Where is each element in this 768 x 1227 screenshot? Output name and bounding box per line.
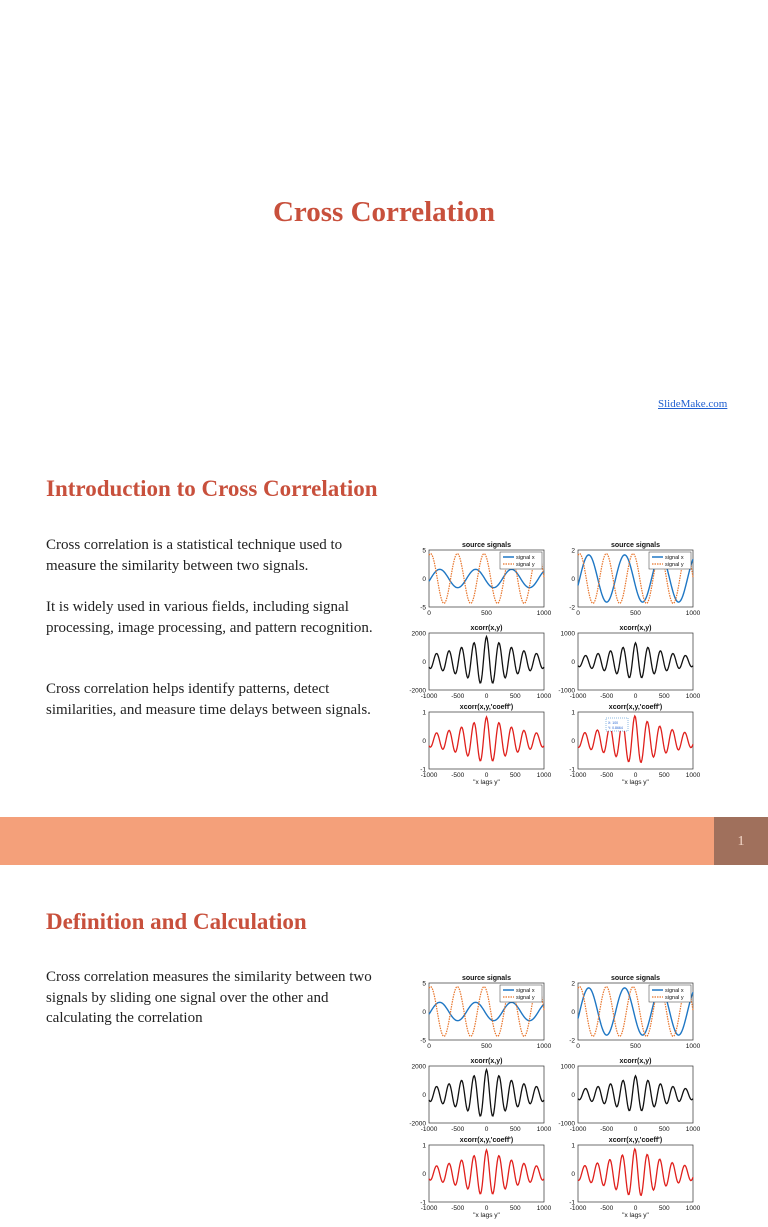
y-tick-label: 0 (422, 1171, 426, 1178)
data-tip-x: X: 100 (608, 721, 619, 725)
y-tick-label: -1000 (558, 687, 575, 695)
x-axis-label: "x lags y" (473, 779, 500, 786)
x-tick-label: 500 (509, 693, 521, 700)
x-axis-label: "x lags y" (473, 1212, 500, 1219)
axes-title: source signals (461, 542, 512, 549)
axes-title: xcorr(x,y,'coeff') (608, 704, 663, 711)
x-tick-label: 500 (658, 772, 670, 779)
slidemake-link[interactable]: SlideMake.com (658, 398, 728, 410)
x-tick-label: 500 (630, 1043, 641, 1050)
x-tick-label: 0 (484, 693, 489, 700)
slide-title: Cross Correlation (272, 196, 496, 228)
y-tick-label: 1000 (560, 630, 575, 638)
legend-label: signal y (665, 562, 684, 568)
y-tick-label: 0 (422, 738, 426, 745)
xcorr-panel (409, 1058, 551, 1133)
x-tick-label: 1000 (536, 772, 552, 779)
coeff-panel (420, 704, 551, 786)
legend-label: signal x (516, 555, 535, 561)
x-tick-label: 500 (481, 610, 492, 617)
y-tick-label: -2000 (409, 1120, 426, 1128)
x-tick-label: 500 (509, 772, 521, 779)
x-tick-label: -500 (600, 1205, 614, 1212)
x-tick-label: -500 (600, 693, 614, 700)
y-tick-label: -5 (420, 1037, 426, 1045)
source-panel (569, 542, 700, 617)
slide-footer-band (0, 817, 768, 865)
legend (649, 552, 691, 569)
x-tick-label: 0 (484, 1205, 489, 1212)
x-tick-label: 500 (658, 693, 670, 700)
x-tick-label: 1000 (536, 1126, 552, 1133)
data-tip (606, 718, 628, 731)
axes-title: xcorr(x,y) (470, 1058, 503, 1065)
legend (500, 985, 542, 1002)
y-tick-label: -1 (420, 1199, 426, 1207)
x-tick-label: 1000 (685, 1205, 701, 1212)
y-tick-label: 0 (571, 1092, 575, 1099)
intro-heading: Introduction to Cross Correlation (46, 476, 378, 501)
y-tick-label: 0 (571, 1009, 575, 1016)
x-tick-label: -1000 (569, 1205, 587, 1212)
cross-correlation-figure (400, 538, 712, 794)
x-tick-label: 500 (481, 1043, 492, 1050)
coeff-panel (569, 1137, 700, 1219)
y-tick-label: 1 (571, 1142, 575, 1150)
x-tick-label: 0 (484, 1126, 489, 1133)
x-tick-label: -500 (451, 772, 465, 779)
intro-paragraph-2: It is widely used in various fields, including signal processing, image processing, and pattern recognition. (46, 599, 373, 636)
y-tick-label: 2 (571, 547, 575, 555)
x-tick-label: 500 (509, 1126, 521, 1133)
y-tick-label: 0 (571, 576, 575, 583)
legend (649, 985, 691, 1002)
y-tick-label: 0 (422, 659, 426, 666)
x-tick-label: 1000 (685, 772, 701, 779)
x-tick-label: 0 (484, 772, 489, 779)
y-tick-label: 0 (571, 1171, 575, 1178)
y-tick-label: -2000 (409, 687, 426, 695)
y-tick-label: -1 (569, 766, 575, 774)
x-tick-label: 500 (658, 1126, 670, 1133)
x-tick-label: 1000 (685, 610, 701, 617)
x-tick-label: -1000 (569, 772, 587, 779)
x-tick-label: 0 (576, 610, 580, 617)
x-tick-label: 0 (633, 693, 638, 700)
axes-title: xcorr(x,y) (470, 625, 503, 632)
x-tick-label: 1000 (536, 610, 552, 617)
legend-label: signal x (665, 988, 684, 994)
y-tick-label: -2 (569, 604, 575, 612)
definition-paragraph-1: Cross correlation measures the similarity between two signals by sliding one signal over the other and calculating the correlation (46, 969, 372, 1026)
x-tick-label: 500 (509, 1205, 521, 1212)
x-tick-label: -500 (451, 1205, 465, 1212)
y-tick-label: 0 (422, 1009, 426, 1016)
x-tick-label: -500 (600, 1126, 614, 1133)
x-tick-label: 1000 (536, 1205, 552, 1212)
x-tick-label: -500 (451, 1126, 465, 1133)
y-tick-label: 1 (571, 709, 575, 717)
xcorr-panel (409, 625, 551, 700)
axes-title: source signals (610, 975, 661, 982)
x-tick-label: 0 (576, 1043, 580, 1050)
x-axis-label: "x lags y" (622, 1212, 649, 1219)
y-tick-label: -1 (569, 1199, 575, 1207)
y-tick-label: 5 (422, 980, 426, 988)
axes-title: xcorr(x,y,'coeff') (608, 1137, 663, 1144)
legend-label: signal y (665, 995, 684, 1001)
axes-title: xcorr(x,y,'coeff') (459, 1137, 514, 1144)
cross-correlation-figure-2 (400, 971, 712, 1227)
x-tick-label: -1000 (420, 772, 438, 779)
y-tick-label: 1000 (560, 1063, 575, 1071)
x-tick-label: 1000 (685, 693, 701, 700)
intro-paragraph-1: Cross correlation is a statistical technique used to measure the similarity between two signals. (46, 537, 343, 574)
legend-label: signal x (665, 555, 684, 561)
xcorr-panel (558, 625, 700, 700)
legend (500, 552, 542, 569)
coeff-panel (569, 704, 700, 786)
y-tick-label: 0 (571, 659, 575, 666)
y-tick-label: 2000 (411, 630, 426, 638)
y-tick-label: -1 (420, 766, 426, 774)
legend-label: signal y (516, 995, 535, 1001)
xcorr-panel (558, 1058, 700, 1133)
axes-title: source signals (610, 542, 661, 549)
axes-title: xcorr(x,y) (619, 1058, 652, 1065)
x-axis-label: "x lags y" (622, 779, 649, 786)
axes-title: source signals (461, 975, 512, 982)
x-tick-label: 500 (630, 610, 641, 617)
y-tick-label: 1 (422, 709, 426, 717)
y-tick-label: 2 (571, 980, 575, 988)
y-tick-label: 0 (571, 738, 575, 745)
x-tick-label: 0 (427, 1043, 431, 1050)
definition-heading: Definition and Calculation (46, 909, 307, 934)
x-tick-label: -1000 (420, 693, 438, 700)
x-tick-label: 1000 (536, 693, 552, 700)
source-panel (420, 975, 551, 1050)
coeff-panel (420, 1137, 551, 1219)
x-tick-label: -1000 (420, 1205, 438, 1212)
x-tick-label: -1000 (569, 693, 587, 700)
axes-title: xcorr(x,y,'coeff') (459, 704, 514, 711)
y-tick-label: -5 (420, 604, 426, 612)
y-tick-label: 0 (422, 1092, 426, 1099)
x-tick-label: 1000 (685, 1043, 701, 1050)
axes-title: xcorr(x,y) (619, 625, 652, 632)
y-tick-label: -2 (569, 1037, 575, 1045)
x-tick-label: -500 (600, 772, 614, 779)
x-tick-label: 1000 (536, 1043, 552, 1050)
x-tick-label: 1000 (685, 1126, 701, 1133)
data-tip-y: Y: 0.8664 (608, 726, 623, 730)
x-tick-label: -1000 (569, 1126, 587, 1133)
x-tick-label: -1000 (420, 1126, 438, 1133)
y-tick-label: 0 (422, 576, 426, 583)
source-panel (420, 542, 551, 617)
x-tick-label: 0 (633, 772, 638, 779)
y-tick-label: 1 (422, 1142, 426, 1150)
intro-paragraph-3: Cross correlation helps identify patterns, detect similarities, and measure time delays between signals. (46, 681, 371, 718)
source-panel (569, 975, 700, 1050)
x-tick-label: -500 (451, 693, 465, 700)
x-tick-label: 500 (658, 1205, 670, 1212)
y-tick-label: 2000 (411, 1063, 426, 1071)
legend-label: signal x (516, 988, 535, 994)
x-tick-label: 0 (427, 610, 431, 617)
x-tick-label: 0 (633, 1126, 638, 1133)
y-tick-label: -1000 (558, 1120, 575, 1128)
y-tick-label: 5 (422, 547, 426, 555)
x-tick-label: 0 (633, 1205, 638, 1212)
page-number: 1 (714, 817, 768, 865)
legend-label: signal y (516, 562, 535, 568)
